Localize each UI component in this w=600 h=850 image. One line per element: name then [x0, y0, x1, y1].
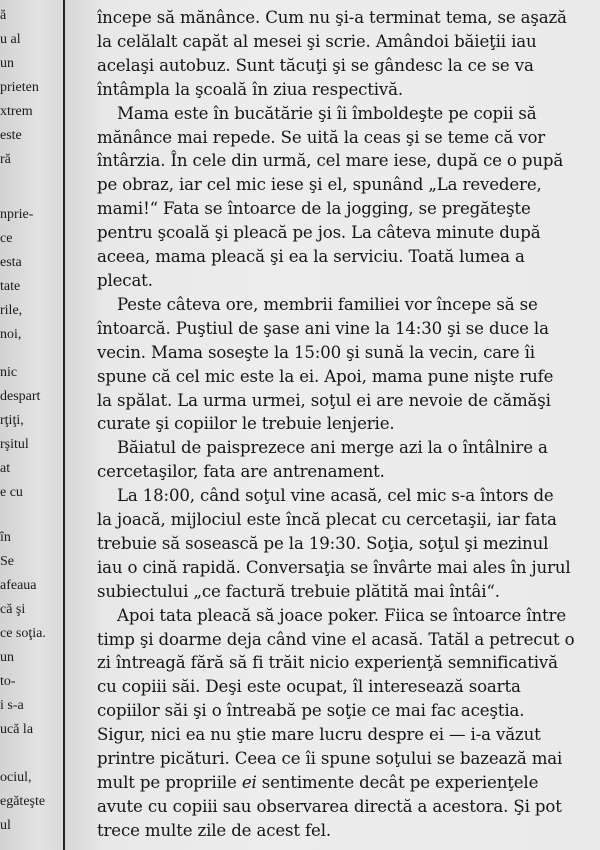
left-page-edge — [0, 0, 63, 850]
left-page-fragment: un — [0, 56, 14, 71]
text-line: plecat. — [97, 270, 153, 290]
paragraph-start-line: Apoi tata pleacă să joace poker. Fiica se întoarce între — [117, 605, 567, 625]
left-page-fragment: ce — [0, 231, 13, 246]
left-page-fragment: în — [0, 530, 11, 545]
text-segment: sentimente decât pe experienţele — [256, 773, 539, 792]
text-line: zi întreagă fără să fi trăit nicio experienţă semnificativă — [97, 653, 558, 673]
text-line: acelaşi autobuz. Sunt tăcuţi şi se gândesc la ce se va — [97, 55, 534, 75]
left-page-fragment: noi, — [0, 327, 22, 342]
left-page-fragment: u al — [0, 32, 21, 47]
text-line: curate şi copiilor le trebuie lenjerie. — [97, 414, 395, 434]
text-line: subiectului „ce factură trebuie plătită mai întâi“. — [97, 581, 500, 601]
text-line: copiilor săi şi o întreabă pe soţie ce mai fac aceştia. — [97, 701, 525, 721]
left-page-fragment: că şi — [0, 602, 26, 617]
text-line-with-emphasis — [97, 771, 567, 795]
left-page-fragment: despart — [0, 389, 41, 404]
text-line: cu copiii săi. Deşi este ocupat, îl interesează soarta — [97, 677, 521, 697]
text-line: printre picături. Ceea ce îi spune soţului se bazează mai — [97, 749, 563, 769]
left-page-fragment: nprie- — [0, 207, 34, 222]
left-page-fragment: tate — [0, 279, 21, 294]
text-line: la celălalt capăt al mesei şi scrie. Amândoi băieţii iau — [97, 31, 537, 51]
text-line: întârzia. În cele din urmă, cel mare iese, după ce o pupă — [97, 151, 564, 171]
body-text — [97, 6, 575, 843]
left-page-fragment: ce soţia. — [0, 626, 46, 641]
text-line: Sigur, nici ea nu ştie mare lucru despre ei — i-a văzut — [97, 725, 541, 745]
text-line: cercetaşilor, fata are antrenament. — [97, 462, 385, 482]
text-line: la joacă, mijlociul este încă plecat cu cercetaşii, iar fata — [97, 510, 557, 530]
left-page-fragment: rşitul — [0, 437, 29, 452]
left-page-fragment: rile, — [0, 303, 23, 318]
left-page-fragment: egăteşte — [0, 794, 46, 809]
paragraph-start-line: Peste câteva ore, membrii familiei vor începe să se — [117, 294, 538, 314]
left-page-fragment: ă — [0, 8, 7, 23]
emphasized-word: ei — [241, 773, 257, 792]
left-page-fragment: ul — [0, 818, 11, 833]
left-page-fragment: rţiţi, — [0, 413, 24, 428]
left-page-fragment: Se — [0, 554, 14, 569]
left-page-fragment: afeaua — [0, 578, 37, 593]
left-page-fragment: ucă la — [0, 722, 34, 737]
left-page-fragment: e cu — [0, 485, 23, 500]
text-line: întoarcă. Puştiul de şase ani vine la 14:30 şi se duce la — [97, 318, 549, 338]
left-page-fragment: i s-a — [0, 698, 24, 713]
text-line: pentru şcoală şi pleacă pe jos. La câteva minute după — [97, 223, 541, 243]
text-line: spune că cel mic este la ei. Apoi, mama pune nişte rufe — [97, 366, 554, 386]
left-page-fragment: ră — [0, 152, 11, 167]
left-page-fragment: esta — [0, 255, 22, 270]
text-line: mami!“ Fata se întoarce de la jogging, se pregăteşte — [97, 199, 531, 219]
text-line: pe obraz, iar cel mic iese şi el, spunând „La revedere, — [97, 175, 542, 195]
left-page-fragment: at — [0, 461, 11, 476]
left-page-fragment: un — [0, 650, 14, 665]
text-line: începe să mănânce. Cum nu şi-a terminat tema, se aşază — [97, 8, 567, 27]
text-segment: mult pe propriile — [97, 773, 242, 792]
right-page — [65, 0, 600, 850]
left-page-fragment: nic — [0, 365, 18, 380]
text-line: avute cu copiii sau observarea directă a acestora. Şi pot — [97, 796, 562, 816]
text-line: întâmpla la şcoală în ziua respectivă. — [97, 79, 404, 99]
paragraph-start-line: La 18:00, când soţul vine acasă, cel mic s-a întors de — [117, 486, 554, 506]
text-line: aceea, mama pleacă şi ea la serviciu. Toată lumea a — [97, 247, 525, 267]
paragraph-start-line: Băiatul de paisprezece ani merge azi la o întâlnire a — [117, 438, 548, 458]
text-line: timp şi doarme deja când vine el acasă. Tatăl a petrecut o — [97, 629, 575, 649]
text-line: la spălat. La urma urmei, soţul ei are nevoie de cămăşi — [97, 390, 551, 410]
text-line: vecin. Mama soseşte la 15:00 şi sună la vecin, care îi — [97, 342, 535, 362]
left-page-fragment: ociul, — [0, 770, 32, 785]
left-page-fragment: este — [0, 128, 22, 143]
left-page-fragment: prieten — [0, 80, 39, 95]
text-line: iau o cină rapidă. Conversaţia se învârte mai ales în jurul — [97, 557, 571, 577]
left-page-fragment: to- — [0, 674, 16, 689]
left-page-fragment: xtrem — [0, 104, 33, 119]
paragraph-start-line: Mama este în bucătărie şi îi îmboldeşte pe copii să — [117, 103, 537, 123]
text-line: trece multe zile de acest fel. — [97, 820, 331, 840]
text-line: trebuie să sosească pe la 19:30. Soţia, soţul şi mezinul — [97, 533, 549, 553]
text-line: mănânce mai repede. Se uită la ceas şi se teme că vor — [97, 127, 546, 147]
